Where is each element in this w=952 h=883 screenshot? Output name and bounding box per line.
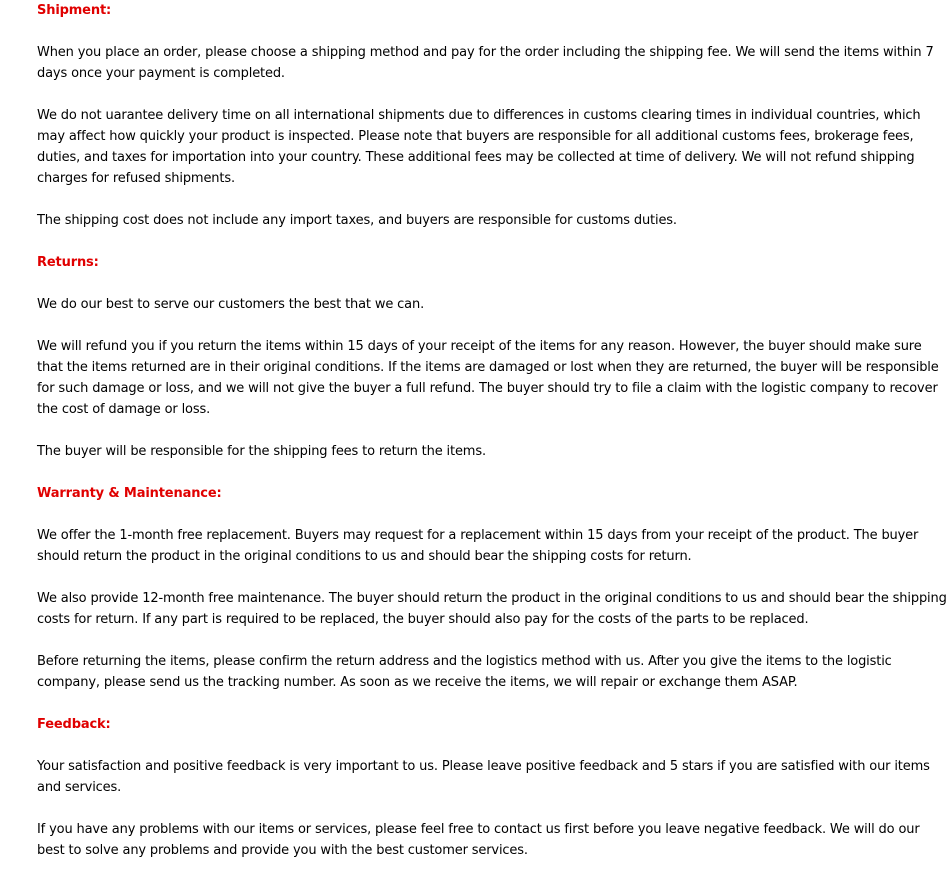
spacer xyxy=(37,273,950,294)
section-heading-feedback: Feedback: xyxy=(37,717,111,732)
spacer xyxy=(37,567,950,588)
spacer xyxy=(37,462,950,483)
returns-paragraph: We do our best to serve our customers the best that we can. xyxy=(37,297,425,312)
warranty-paragraph: We offer the 1-month free replacement. Buyers may request for a replacement within 15 days from your receipt of the product. The buyer should return the product in the original conditions to us and should bear the shipping costs for return. xyxy=(37,528,919,564)
returns-paragraph: The buyer will be responsible for the shipping fees to return the items. xyxy=(37,444,486,459)
spacer xyxy=(37,504,950,525)
warranty-paragraph: Before returning the items, please confirm the return address and the logistics method with us. After you give the items to the logistic company, please send us the tracking number. As soon as we receive the items, we will repair or exchange them ASAP. xyxy=(37,654,892,690)
spacer xyxy=(37,189,950,210)
feedback-paragraph: Your satisfaction and positive feedback is very important to us. Please leave positive feedback and 5 stars if you are satisfied with our items and services. xyxy=(37,759,930,795)
spacer xyxy=(37,693,950,714)
spacer xyxy=(37,84,950,105)
spacer xyxy=(37,21,950,42)
shipment-paragraph: We do not uarantee delivery time on all international shipments due to differences in customs clearing times in individual countries, which may affect how quickly your product is inspected. Please note that buyers are responsible for all additional customs fees, brokerage fees, duties, and taxes for importation into your country. These additional fees may be collected at time of delivery. We will not refund shipping charges for refused shipments. xyxy=(37,108,921,186)
spacer xyxy=(37,798,950,819)
returns-paragraph: We will refund you if you return the items within 15 days of your receipt of the items for any reason. However, the buyer should make sure that the items returned are in their original conditions. If the items are damaged or lost when they are returned, the buyer will be responsible for such damage or loss, and we will not give the buyer a full refund. The buyer should try to file a claim with the logistic company to recover the cost of damage or loss. xyxy=(37,339,939,417)
shipment-paragraph: The shipping cost does not include any import taxes, and buyers are responsible for customs duties. xyxy=(37,213,677,228)
policy-document xyxy=(37,0,950,861)
section-heading-returns: Returns: xyxy=(37,255,99,270)
warranty-paragraph: We also provide 12-month free maintenance. The buyer should return the product in the original conditions to us and should bear the shipping costs for return. If any part is required to be replaced, the buyer should also pay for the costs of the parts to be replaced. xyxy=(37,591,947,627)
section-heading-shipment: Shipment: xyxy=(37,3,112,18)
spacer xyxy=(37,231,950,252)
shipment-paragraph: When you place an order, please choose a shipping method and pay for the order including the shipping fee. We will send the items within 7 days once your payment is completed. xyxy=(37,45,934,81)
spacer xyxy=(37,735,950,756)
section-heading-warranty: Warranty & Maintenance: xyxy=(37,486,222,501)
spacer xyxy=(37,630,950,651)
spacer xyxy=(37,315,950,336)
spacer xyxy=(37,420,950,441)
feedback-paragraph: If you have any problems with our items or services, please feel free to contact us first before you leave negative feedback. We will do our best to solve any problems and provide you with the best customer services. xyxy=(37,822,920,858)
